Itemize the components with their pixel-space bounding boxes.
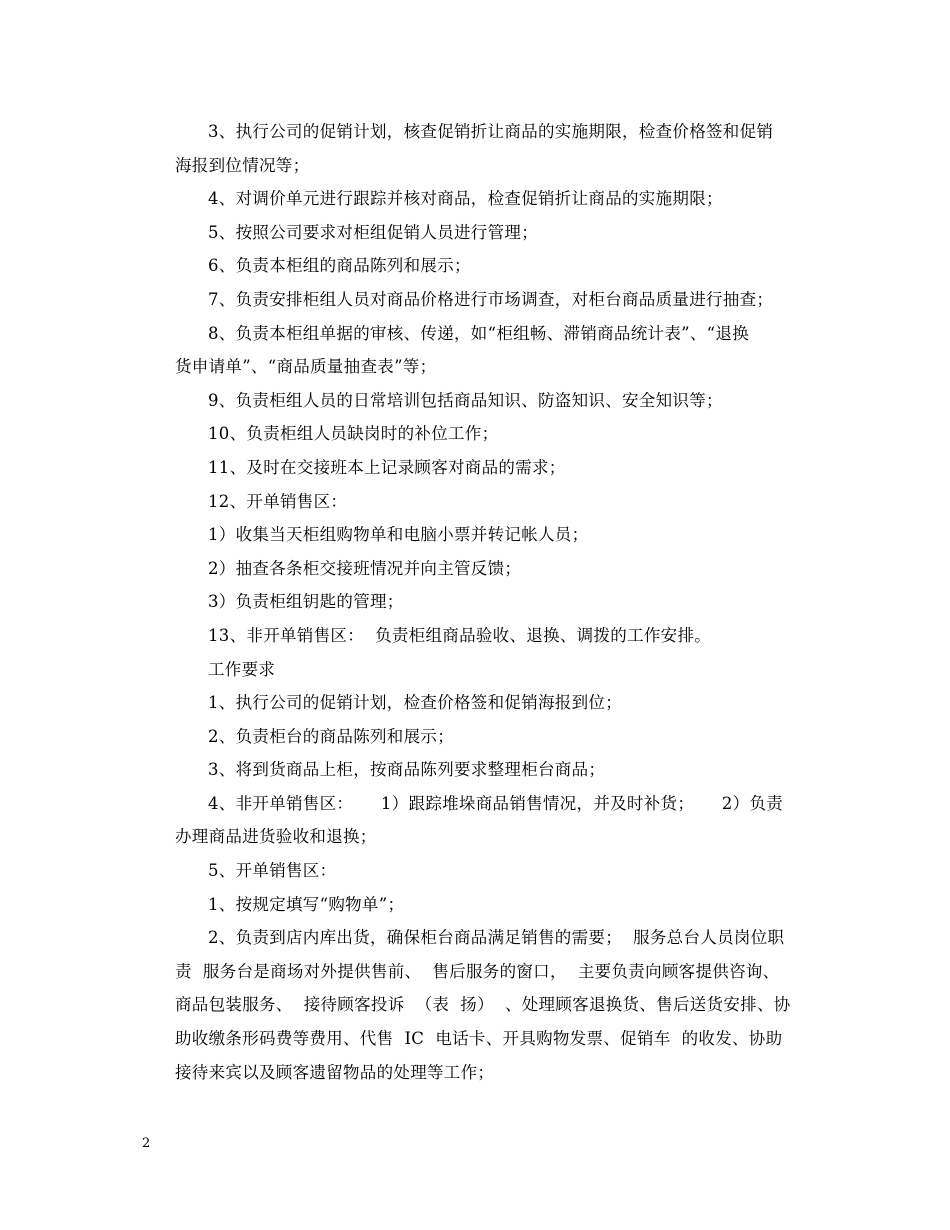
- paragraph: [142, 216, 810, 250]
- text-line: 1、执行公司的促销计划，检查价格签和促销海报到位；: [208, 693, 622, 713]
- text-line: 助收缴条形码费等费用、代售 IC 电话卡、开具购物发票、促销车 的收发、协助: [175, 1029, 783, 1049]
- paragraph: [142, 854, 810, 888]
- text-line: 7、负责安排柜组人员对商品价格进行市场调查，对柜台商品质量进行抽查；: [208, 289, 774, 309]
- paragraph: [142, 653, 810, 687]
- paragraph: [142, 115, 810, 182]
- text-line: 办理商品进货验收和退换；: [175, 827, 377, 847]
- paragraph: [142, 249, 810, 283]
- text-line: 4、对调价单元进行跟踪并核对商品，检查促销折让商品的实施期限；: [208, 189, 723, 209]
- paragraph: [142, 585, 810, 619]
- paragraph: [142, 787, 810, 854]
- text-line: 5、按照公司要求对柜组促销人员进行管理；: [208, 222, 538, 242]
- text-line: 货申请单”、“商品质量抽查表”等；: [175, 357, 437, 377]
- paragraph: [142, 888, 810, 922]
- paragraph: [142, 753, 810, 787]
- paragraph: [142, 485, 810, 519]
- text-line: 工作要求: [208, 659, 276, 679]
- document-body: [142, 115, 810, 1089]
- text-line: 10、负责柜组人员缺岗时的补位工作；: [208, 424, 499, 444]
- text-line: 2、负责到店内库出货，确保柜台商品满足销售的需要； 服务总台人员岗位职: [208, 928, 785, 948]
- text-line: 海报到位情况等；: [175, 155, 310, 175]
- text-line: 商品包装服务、 接待顾客投诉 （表 扬） 、处理顾客退换货、售后送货安排、协: [175, 995, 791, 1015]
- paragraph: [142, 518, 810, 552]
- text-line: 9、负责柜组人员的日常培训包括商品知识、防盗知识、安全知识等；: [208, 390, 723, 410]
- text-line: 4、非开单销售区： 1）跟踪堆垛商品销售情况，并及时补货； 2）负责: [208, 793, 784, 813]
- text-line: 责 服务台是商场对外提供售前、 售后服务的窗口， 主要负责向顾客提供咨询、: [175, 961, 780, 981]
- paragraph: [142, 921, 810, 1089]
- text-line: 5、开单销售区：: [208, 861, 337, 881]
- text-line: 12、开单销售区：: [208, 491, 348, 511]
- text-line: 3、将到货商品上柜，按商品陈列要求整理柜台商品；: [208, 760, 606, 780]
- paragraph: [142, 451, 810, 485]
- text-line: 3、执行公司的促销计划，核查促销折让商品的实施期限，检查价格签和促销: [208, 122, 774, 141]
- paragraph: [142, 417, 810, 451]
- text-line: 1）收集当天柜组购物单和电脑小票并转记帐人员；: [208, 525, 589, 545]
- paragraph: [142, 384, 810, 418]
- text-line: 13、非开单销售区： 负责柜组商品验收、退换、调拨的工作安排。: [208, 625, 712, 645]
- text-line: 2、负责柜台的商品陈列和展示；: [208, 726, 454, 746]
- paragraph: [142, 720, 810, 754]
- paragraph: [142, 619, 810, 653]
- paragraph: [142, 283, 810, 317]
- text-line: 8、负责本柜组单据的审核、传递，如“柜组畅、滞销商品统计表”、“退换: [208, 323, 750, 343]
- paragraph: [142, 686, 810, 720]
- text-line: 11、及时在交接班本上记录顾客对商品的需求；: [208, 457, 566, 477]
- paragraph: [142, 552, 810, 586]
- paragraph: [142, 317, 810, 384]
- text-line: 1、按规定填写“购物单”；: [208, 894, 405, 914]
- text-line: 3）负责柜组钥匙的管理；: [208, 592, 404, 612]
- text-line: 接待来宾以及顾客遗留物品的处理等工作；: [175, 1062, 495, 1082]
- paragraph: [142, 182, 810, 216]
- text-line: 2）抽查各条柜交接班情况并向主管反馈；: [208, 558, 522, 578]
- page-number: 2: [142, 1136, 151, 1151]
- text-line: 6、负责本柜组的商品陈列和展示；: [208, 256, 471, 276]
